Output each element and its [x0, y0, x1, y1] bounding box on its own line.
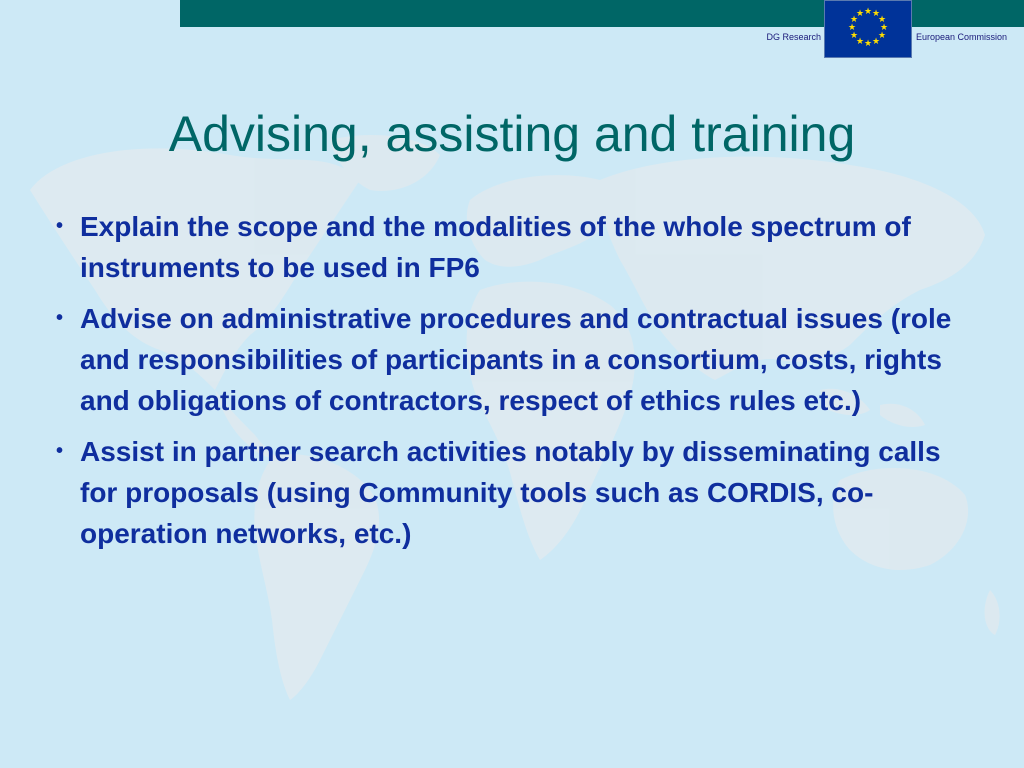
european-commission-label: European Commission [916, 32, 1008, 42]
slide-title: Advising, assisting and training [168, 106, 856, 162]
svg-text:★: ★ [863, 7, 873, 17]
bullet-list [56, 206, 956, 564]
svg-text:★: ★ [877, 31, 887, 41]
svg-text:★: ★ [847, 23, 857, 33]
dg-research-label: DG Research [766, 32, 821, 42]
svg-text:★: ★ [871, 37, 881, 47]
svg-text:★: ★ [877, 15, 887, 25]
svg-text:★: ★ [849, 15, 859, 25]
bullet-icon: • [56, 440, 64, 462]
svg-text:★: ★ [863, 39, 873, 49]
svg-text:★: ★ [855, 37, 865, 47]
svg-text:★: ★ [849, 31, 859, 41]
list-item [56, 206, 956, 288]
eu-flag-icon [824, 0, 912, 58]
bullet-text: Assist in partner search activities notably by disseminating calls for proposals (using Community tools such as CORDIS, co-operation networks, etc.) [80, 436, 941, 549]
svg-text:★: ★ [879, 23, 889, 33]
list-item [56, 431, 956, 554]
bullet-icon: • [56, 215, 64, 237]
bullet-text: Advise on administrative procedures and contractual issues (role and responsibilities of participants in a consortium, costs, rights and obligations of contractors, respect of ethics rules etc.) [80, 303, 952, 416]
svg-text:★: ★ [855, 9, 865, 19]
svg-text:★: ★ [871, 9, 881, 19]
bullet-text: Explain the scope and the modalities of the whole spectrum of instruments to be used in FP6 [80, 211, 911, 283]
bullet-icon: • [56, 307, 64, 329]
list-item [56, 298, 956, 421]
